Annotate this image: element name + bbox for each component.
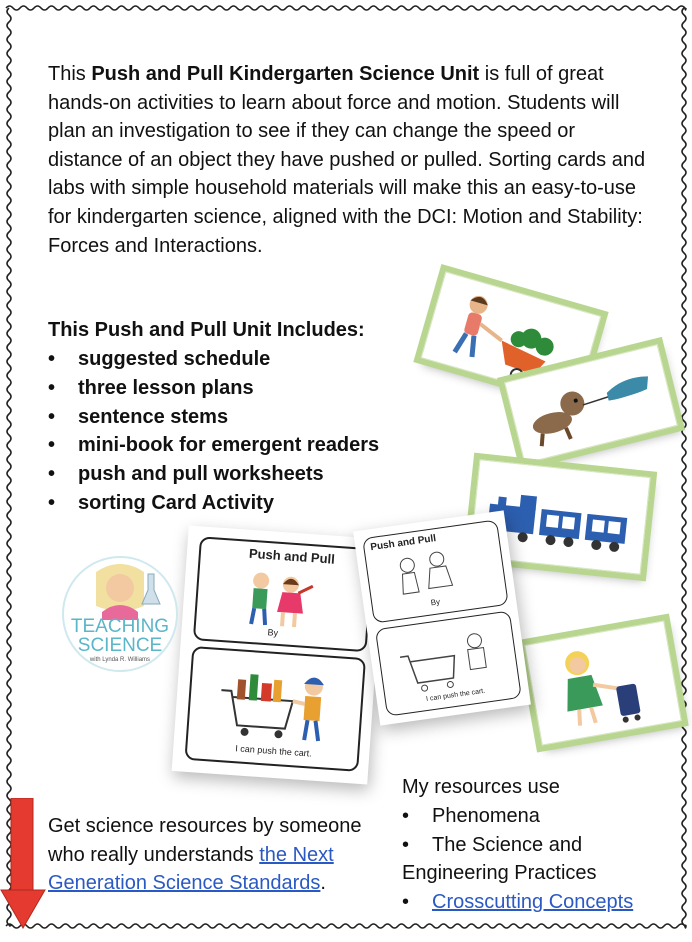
includes-heading: This Push and Pull Unit Includes:: [48, 319, 365, 341]
list-item: [402, 831, 682, 860]
mini-book-cover-panel: [193, 536, 374, 652]
resources-heading: My resources use: [402, 776, 560, 798]
callout-end: .: [320, 872, 326, 894]
logo-line-3: with Lynda R. Williams: [89, 657, 151, 663]
list-item: [48, 460, 379, 489]
mini-book-title: Push and Pull: [369, 533, 437, 554]
intro-pre: This: [48, 63, 92, 85]
list-item: [48, 403, 379, 432]
mini-book-title: Push and Pull: [248, 545, 336, 567]
bullet: •: [402, 891, 410, 914]
bullet: •: [48, 491, 56, 514]
resources-list: [402, 773, 682, 917]
intro-unit-title: Push and Pull Kindergarten Science Unit: [91, 63, 480, 85]
girl-pulling-suitcase-icon: [525, 622, 680, 745]
list-item-label: suggested schedule: [78, 348, 271, 370]
red-down-arrow-icon: [0, 798, 46, 930]
includes-list: [48, 345, 379, 518]
list-item: [48, 374, 379, 403]
list-item-label: sorting Card Activity: [78, 491, 274, 514]
bullet: •: [48, 434, 56, 457]
list-item-label: Phenomena: [432, 804, 540, 827]
bullet: •: [48, 463, 56, 486]
list-item-label: sentence stems: [78, 405, 229, 428]
bullet: •: [402, 833, 410, 856]
kids-pushing-pulling-icon: [195, 538, 372, 650]
mini-book-caption: I can push the cart.: [235, 743, 313, 759]
logo-line-1: TEACHING: [70, 616, 170, 637]
list-item: [48, 431, 379, 460]
mini-book-page-small: [353, 510, 531, 725]
list-item: [48, 489, 379, 518]
crosscutting-concepts-link[interactable]: Crosscutting Concepts: [432, 891, 634, 914]
list-item: [48, 345, 379, 374]
logo-line-2: SCIENCE: [77, 635, 163, 656]
intro-paragraph: [48, 60, 648, 260]
bullet: •: [48, 348, 56, 370]
bullet: •: [48, 376, 56, 399]
teaching-science-logo: [60, 554, 180, 674]
callout-text: Get science resources by someone who really understands: [48, 815, 362, 866]
intro-rest: is full of great hands-on activities to learn about force and motion. Students will plan an investigation to see if they can change the speed or distance of an object they have pushed or pulled. Sorting cards and labs with simple household materials will make this an easy-to-use for kindergarten science, aligned with the DCI: Motion and Stability: Forces and Interactions.: [48, 63, 646, 257]
mini-book-by-label: By: [267, 627, 279, 638]
bottom-left-callout: [48, 812, 398, 898]
bullet: •: [402, 804, 410, 827]
bullet: •: [48, 405, 56, 428]
list-item-label: three lesson plans: [78, 376, 254, 399]
mini-book-page-panel: [184, 646, 366, 772]
list-item-label: The Science and: [432, 833, 583, 856]
mini-book-cover-panel: [362, 519, 509, 623]
mini-book-page-panel: [375, 611, 522, 717]
list-item-continued: Engineering Practices: [402, 862, 597, 885]
ngss-link[interactable]: the Next Generation Science Standards: [48, 843, 334, 894]
list-item: [402, 802, 682, 831]
list-item-label: push and pull worksheets: [78, 463, 324, 486]
kids-outline-icon: [363, 521, 507, 623]
mini-book-caption: I can push the cart.: [425, 687, 486, 703]
mini-book-by-label: By: [430, 597, 441, 608]
list-item-label: mini-book for emergent readers: [78, 434, 380, 457]
mini-book-page-large: [172, 525, 385, 784]
list-item: [402, 888, 682, 917]
